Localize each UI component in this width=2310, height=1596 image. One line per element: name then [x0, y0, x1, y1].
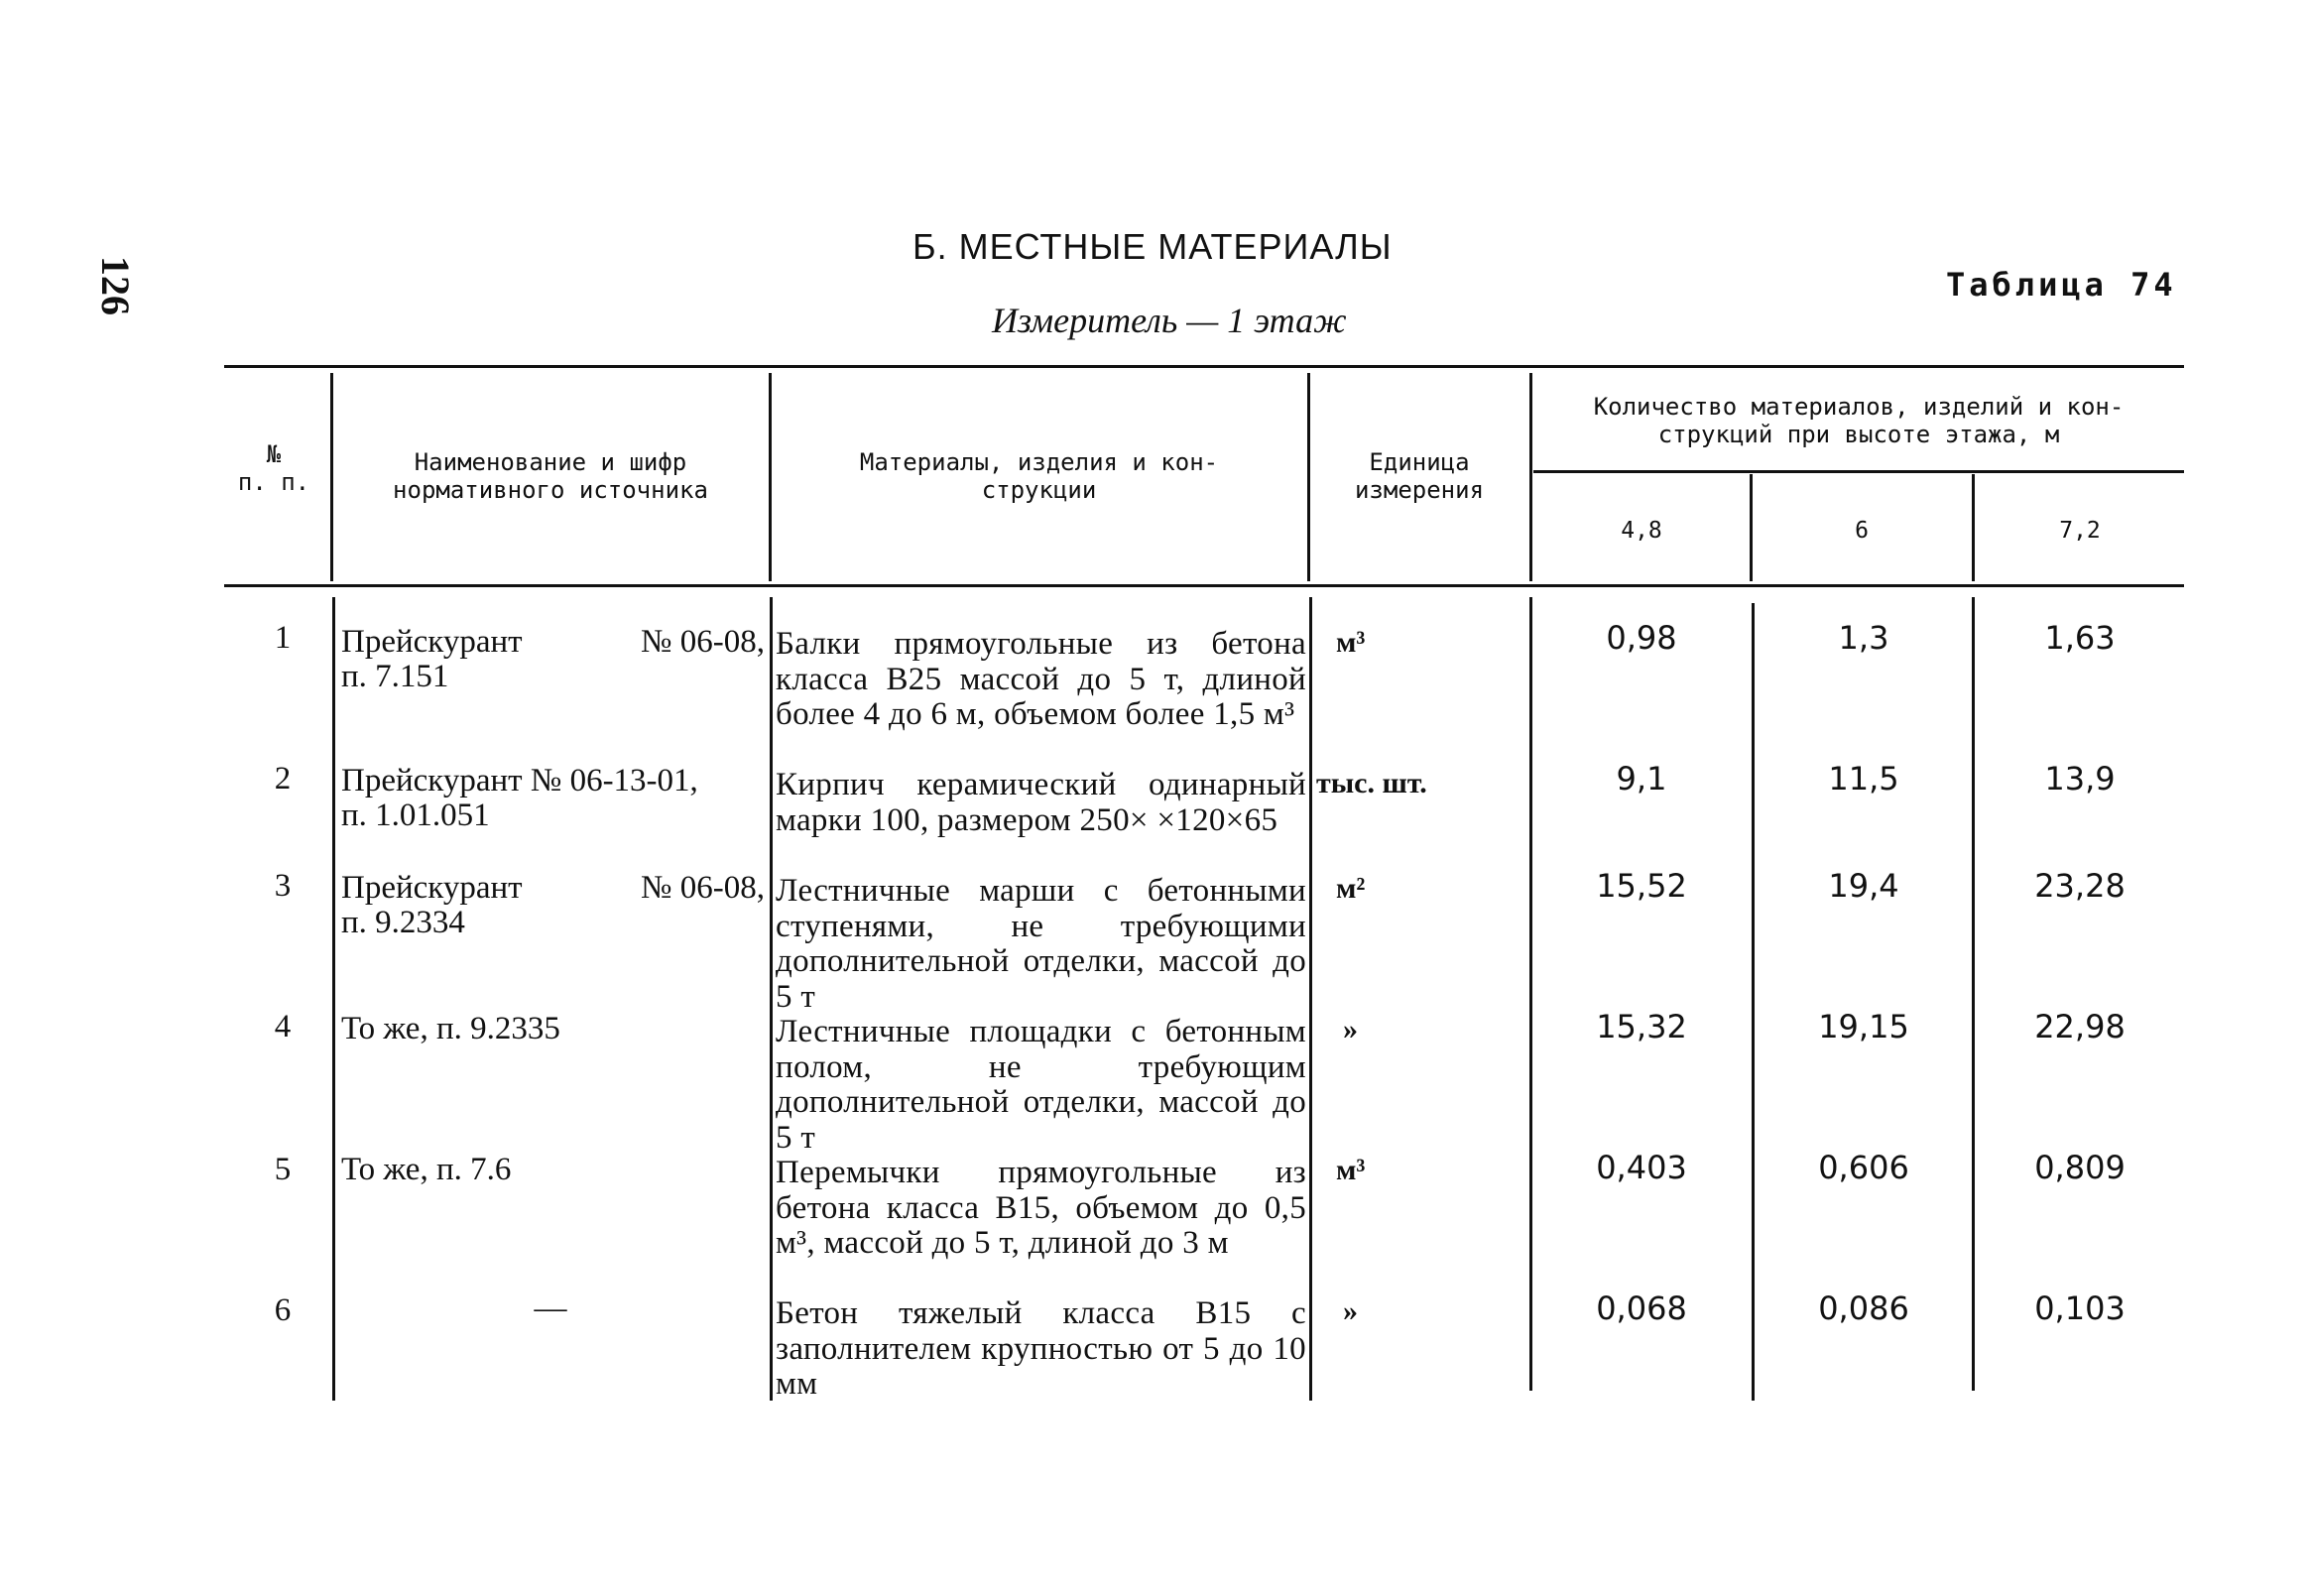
- row-2-num: 2: [274, 761, 292, 797]
- row-1-value-6: 1,3: [1838, 619, 1889, 657]
- body-divider-2: [770, 597, 773, 1401]
- row-3-source-b: № 06-08,: [641, 870, 765, 906]
- page-number: 126: [93, 256, 138, 315]
- header-height-1: 4,8: [1621, 518, 1662, 544]
- header-num-line2: п. п.: [237, 468, 310, 496]
- header-materials: [774, 448, 1304, 504]
- header-height-3: 7,2: [2059, 518, 2101, 544]
- row-3-materials: Лестничные марши с бетонными ступенями, не требующими дополнительной отделки, массой до 5 т: [776, 873, 1306, 1015]
- row-1-num: 1: [274, 620, 292, 656]
- header-materials-line1: Материалы, изделия и кон-: [859, 448, 1219, 476]
- body-divider-4: [1529, 597, 1532, 1391]
- header-quantity-line2: струкций при высоте этажа, м: [1657, 421, 2060, 448]
- row-3-value-4-8: 15,52: [1596, 867, 1687, 905]
- header-num: [224, 440, 323, 496]
- row-6-value-7-2: 0,103: [2034, 1289, 2126, 1327]
- row-4-unit: »: [1343, 1013, 1358, 1045]
- row-1-value-4-8: 0,98: [1606, 619, 1677, 657]
- table-top-rule: [224, 365, 2184, 368]
- row-5-value-7-2: 0,809: [2034, 1149, 2126, 1186]
- row-1-source-c: п. 7.151: [341, 659, 449, 694]
- header-source-line2: нормативного источника: [393, 476, 708, 504]
- row-2-source-a: Прейскурант № 06-13-01,: [341, 763, 698, 798]
- header-source-line1: Наименование и шифр: [414, 448, 687, 476]
- row-6-source-dash: —: [534, 1290, 567, 1326]
- row-1-materials: Балки прямоугольные из бетона класса В25 массой до 5 т, длиной более 4 до 6 м, объемом более 1,5 м³: [776, 626, 1306, 732]
- header-source: [335, 448, 766, 504]
- table-label: Таблица 74: [1946, 266, 2177, 304]
- header-divider-6: [1972, 474, 1975, 581]
- row-3-value-6: 19,4: [1828, 867, 1899, 905]
- measure-unit-note: Измеритель — 1 этаж: [992, 301, 1347, 340]
- row-6-unit: »: [1343, 1294, 1358, 1327]
- row-5-source-a: То же, п. 7.6: [341, 1152, 512, 1187]
- row-5-value-6: 0,606: [1818, 1149, 1909, 1186]
- row-2-materials: Кирпич керамический одинарный марки 100, размером 250× ×120×65: [776, 767, 1306, 838]
- row-4-value-7-2: 22,98: [2034, 1008, 2126, 1045]
- body-divider-3: [1309, 597, 1312, 1401]
- body-divider-1: [332, 597, 335, 1401]
- row-4-materials: Лестничные площадки с бетонным полом, не требующим дополнительной отделки, массой до 5 т: [776, 1014, 1306, 1156]
- header-divider-5: [1750, 474, 1753, 581]
- row-2-value-7-2: 13,9: [2044, 760, 2116, 798]
- row-2-source-c: п. 1.01.051: [341, 798, 490, 833]
- row-4-value-4-8: 15,32: [1596, 1008, 1687, 1045]
- row-1-source-a: Прейскурант: [341, 624, 523, 660]
- header-quantity: [1533, 393, 2184, 448]
- row-2-value-4-8: 9,1: [1616, 760, 1667, 798]
- row-4-source-a: То же, п. 9.2335: [341, 1011, 560, 1046]
- row-2-value-6: 11,5: [1828, 760, 1899, 798]
- header-divider-3: [1307, 373, 1310, 581]
- header-bottom-rule: [224, 584, 2184, 587]
- quantity-subheader-rule: [1533, 470, 2184, 473]
- header-unit-line2: измерения: [1354, 476, 1485, 504]
- row-1-source-b: № 06-08,: [641, 624, 765, 660]
- header-num-line1: №: [266, 440, 282, 468]
- row-5-value-4-8: 0,403: [1596, 1149, 1687, 1186]
- row-6-num: 6: [274, 1292, 292, 1328]
- row-3-value-7-2: 23,28: [2034, 867, 2126, 905]
- header-materials-line2: струкции: [981, 476, 1097, 504]
- row-6-value-4-8: 0,068: [1596, 1289, 1687, 1327]
- header-height-2: 6: [1855, 518, 1869, 544]
- row-4-num: 4: [274, 1009, 292, 1044]
- header-divider-2: [769, 373, 772, 581]
- row-5-num: 5: [274, 1152, 292, 1187]
- row-4-value-6: 19,15: [1818, 1008, 1909, 1045]
- row-2-unit: тыс. шт.: [1316, 767, 1427, 799]
- header-unit-line1: Единица: [1369, 448, 1470, 476]
- row-3-source-c: п. 9.2334: [341, 905, 465, 940]
- section-title: Б. МЕСТНЫЕ МАТЕРИАЛЫ: [912, 226, 1393, 267]
- header-quantity-line1: Количество материалов, изделий и кон-: [1593, 393, 2125, 421]
- row-5-materials: Перемычки прямоугольные из бетона класса В15, объемом до 0,5 м³, массой до 5 т, длиной до 3 м: [776, 1155, 1306, 1261]
- header-divider-1: [330, 373, 333, 581]
- header-divider-4: [1529, 373, 1532, 581]
- row-3-num: 3: [274, 868, 292, 904]
- row-1-unit: м³: [1336, 626, 1366, 659]
- row-3-unit: м²: [1336, 872, 1366, 905]
- body-divider-6: [1972, 597, 1975, 1391]
- row-6-value-6: 0,086: [1818, 1289, 1909, 1327]
- header-unit: [1311, 448, 1527, 504]
- row-5-unit: м³: [1336, 1154, 1366, 1186]
- row-3-source-a: Прейскурант: [341, 870, 523, 906]
- body-divider-5: [1752, 603, 1755, 1401]
- row-6-materials: Бетон тяжелый класса В15 с заполнителем крупностью от 5 до 10 мм: [776, 1295, 1306, 1402]
- row-1-value-7-2: 1,63: [2044, 619, 2116, 657]
